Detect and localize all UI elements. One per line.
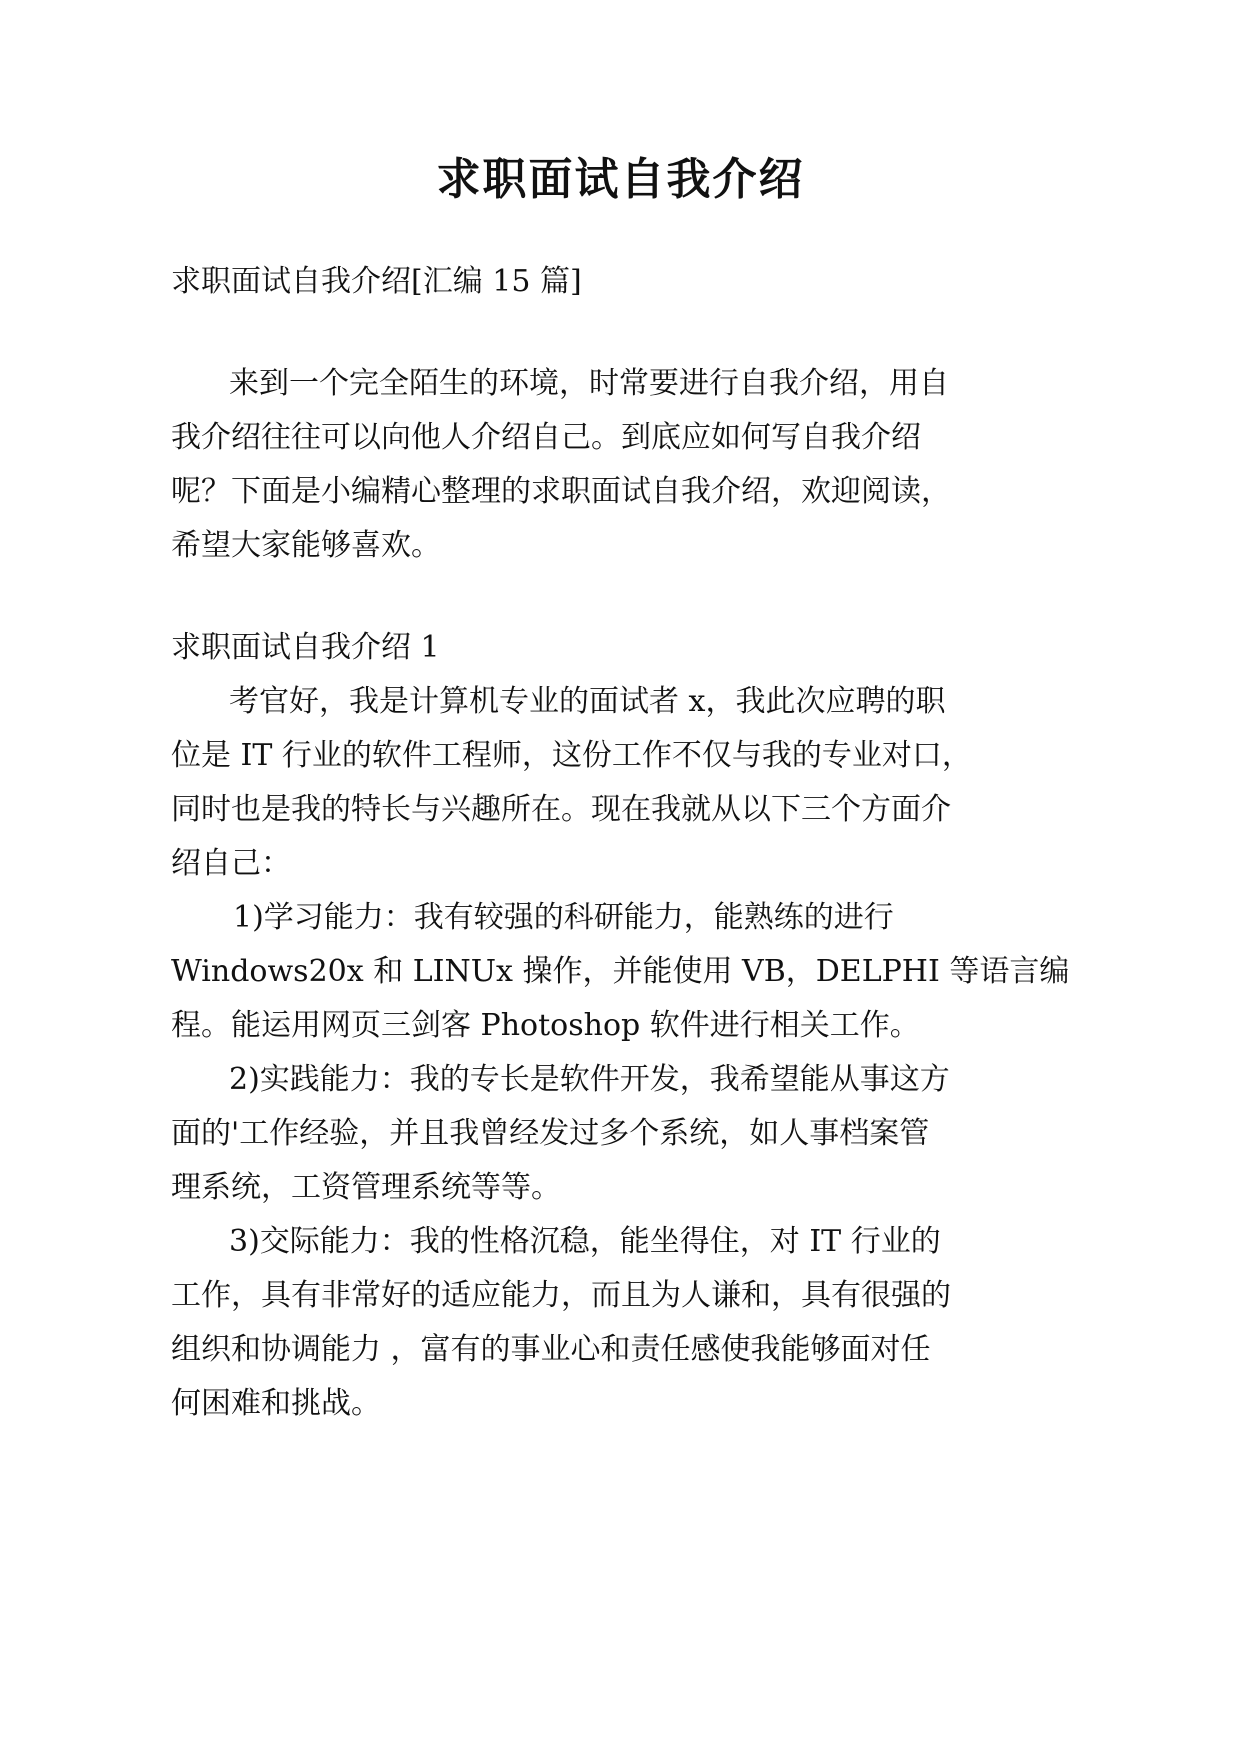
- point3-line: 工作，具有非常好的适应能力，而且为人谦和，具有很强的: [171, 1278, 951, 1313]
- intro-line: 希望大家能够喜欢。: [171, 528, 441, 563]
- opening-line: 同时也是我的特长与兴趣所在。现在我就从以下三个方面介: [171, 792, 951, 827]
- point2-line: 理系统，工资管理系统等等。: [171, 1170, 561, 1205]
- point1-line: 1)学习能力：我有较强的科研能力，能熟练的进行: [233, 900, 894, 935]
- document-title: 求职面试自我介绍: [436, 154, 805, 205]
- point1-line: 程。能运用网页三剑客 Photoshop 软件进行相关工作。: [171, 1008, 920, 1043]
- opening-line: 位是 IT 行业的软件工程师，这份工作不仅与我的专业对口，: [171, 738, 972, 773]
- intro-line: 来到一个完全陌生的环境，时常要进行自我介绍，用自: [229, 366, 949, 401]
- point3-line: 3)交际能力：我的性格沉稳，能坐得住，对 IT 行业的: [229, 1224, 941, 1259]
- intro-line: 我介绍往往可以向他人介绍自己。到底应如何写自我介绍: [171, 420, 921, 455]
- opening-line: 绍自己：: [171, 846, 291, 881]
- point2-line: 面的'工作经验，并且我曾经发过多个系统，如人事档案管: [171, 1116, 930, 1151]
- point2-line: 2)实践能力：我的专长是软件开发，我希望能从事这方: [229, 1062, 950, 1097]
- point1-line: Windows20x 和 LINUx 操作，并能使用 VB，DELPHI 等语言编: [171, 954, 1070, 989]
- opening-line: 考官好，我是计算机专业的面试者 x，我此次应聘的职: [229, 684, 946, 719]
- section-heading: 求职面试自我介绍 1: [171, 630, 440, 665]
- point3-line: 何困难和挑战。: [171, 1386, 381, 1421]
- point3-line: 组织和协调能力 ，富有的事业心和责任感使我能够面对任: [171, 1332, 931, 1367]
- document-subtitle: 求职面试自我介绍[汇编 15 篇]: [171, 264, 582, 299]
- intro-line: 呢？下面是小编精心整理的求职面试自我介绍，欢迎阅读，: [171, 474, 951, 509]
